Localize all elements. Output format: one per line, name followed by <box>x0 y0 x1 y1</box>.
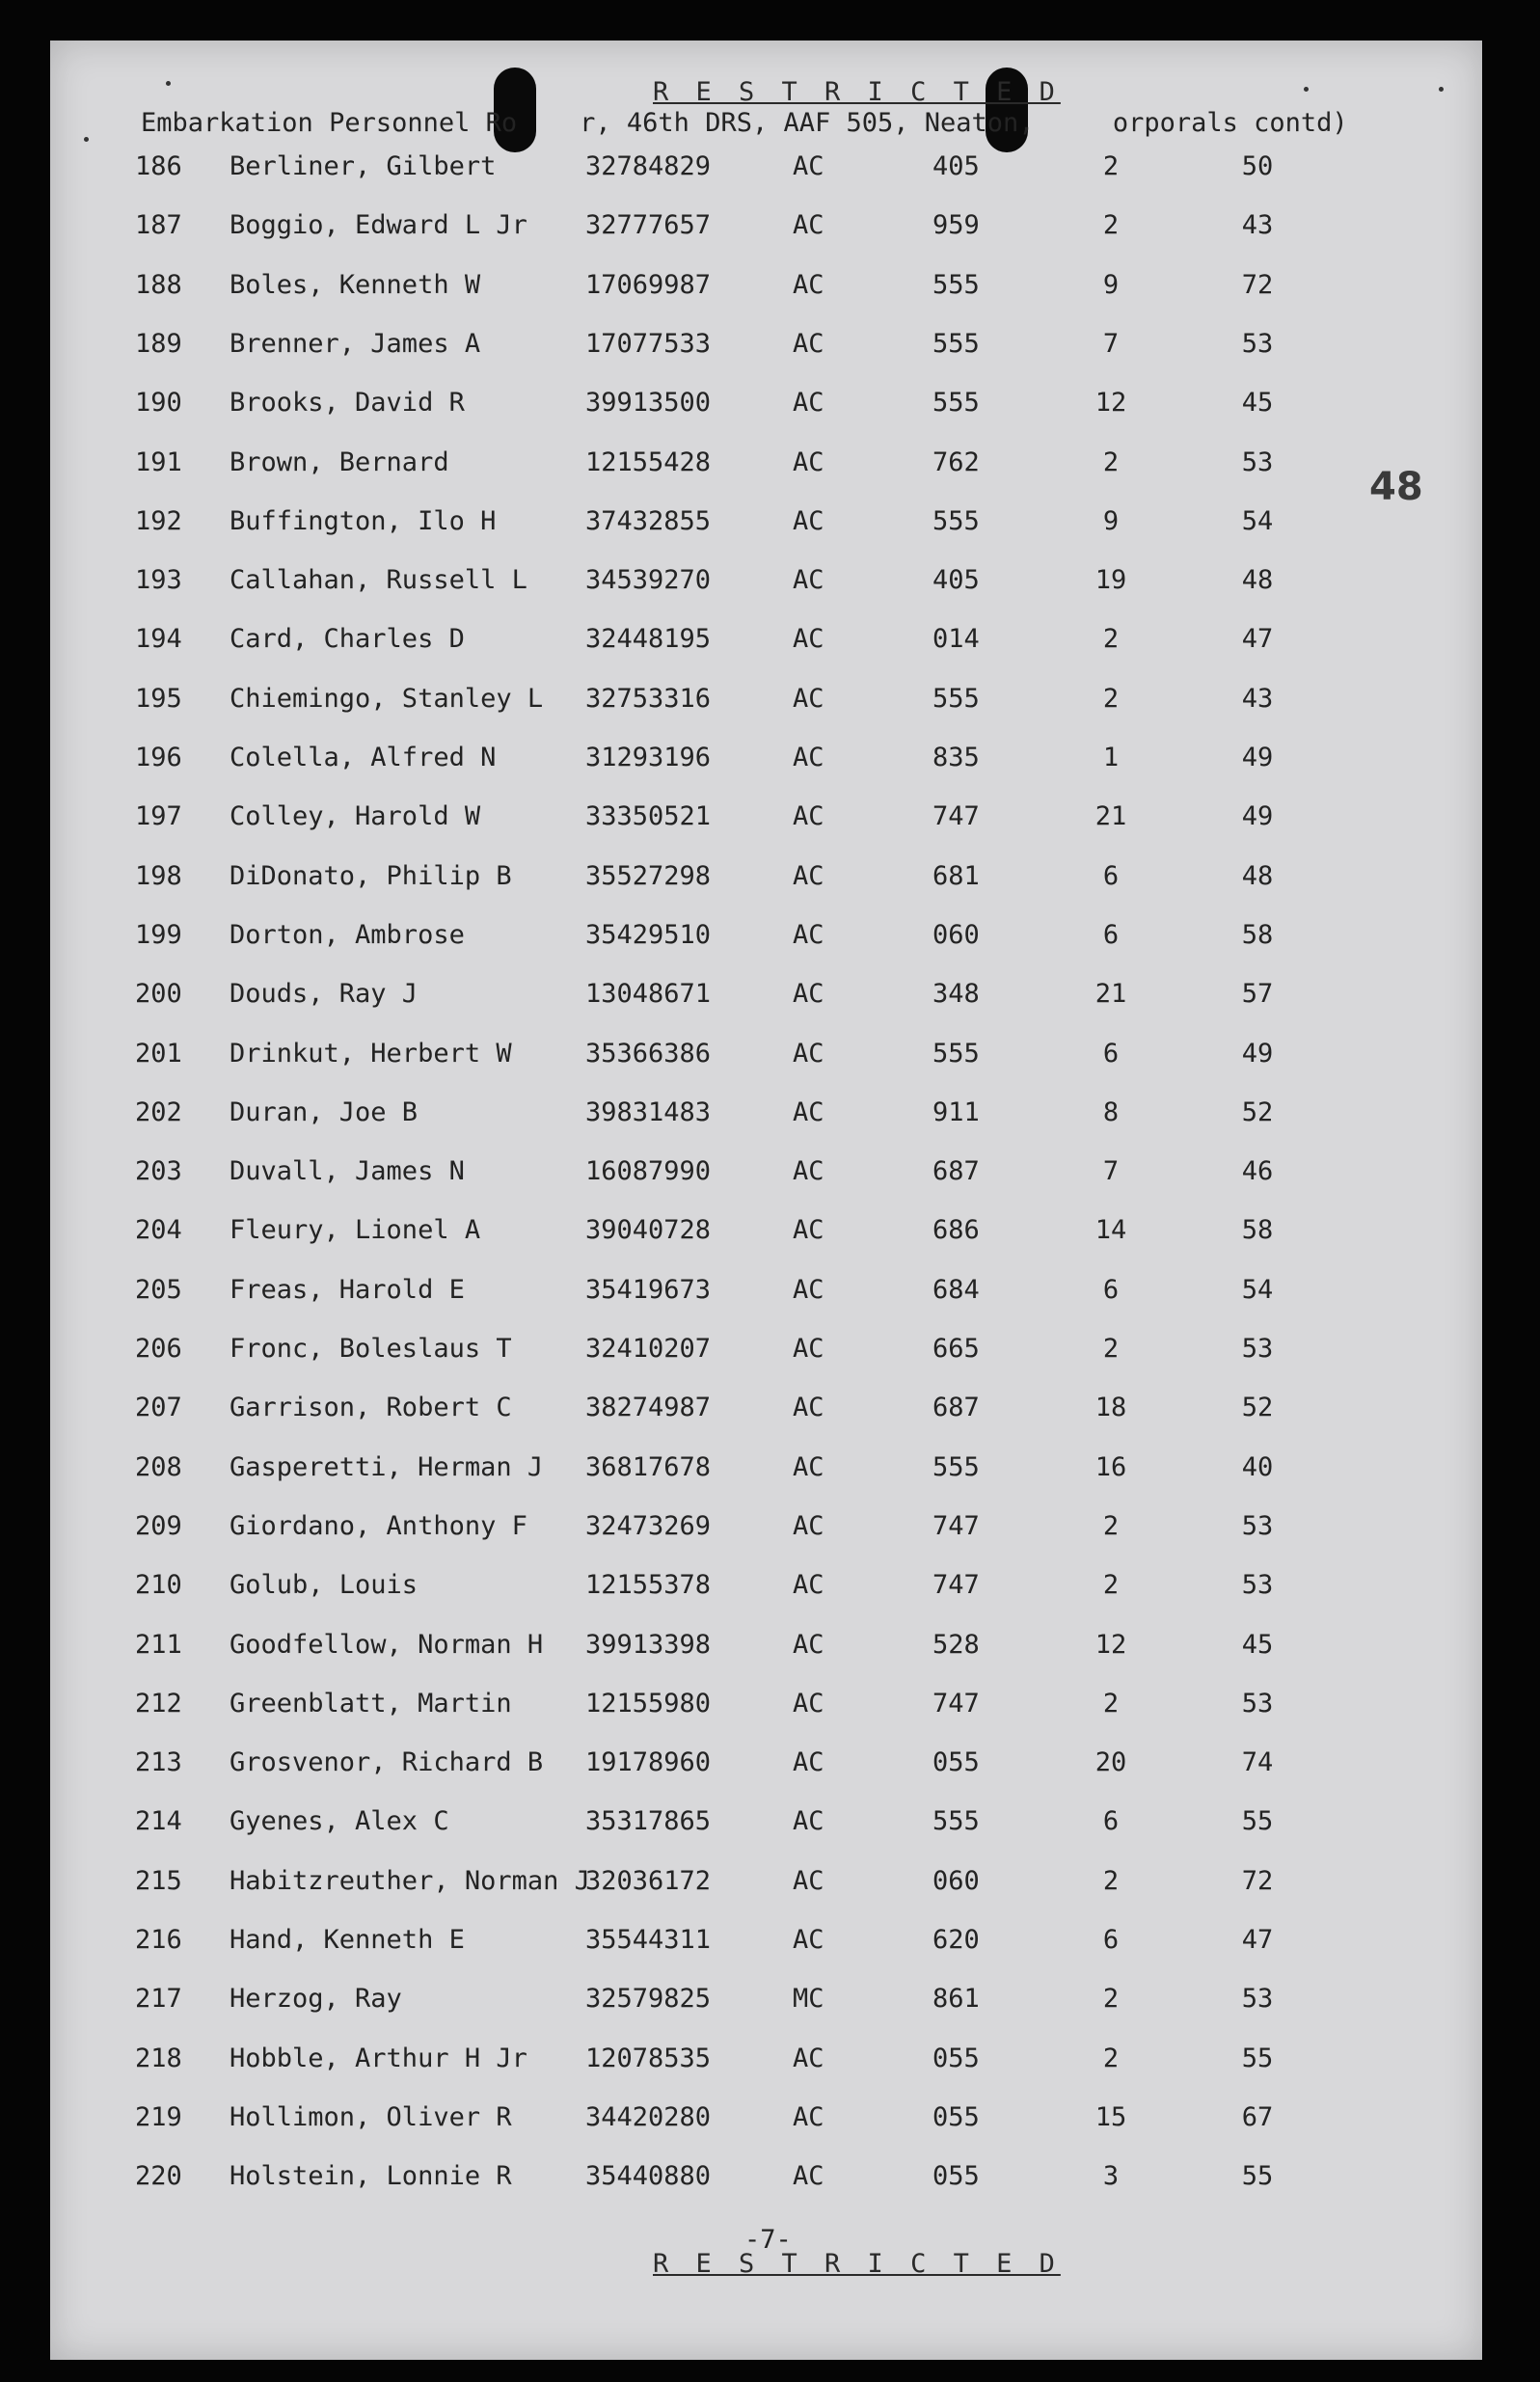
row-value-a: 2 <box>1102 1688 1120 1719</box>
row-branch: AC <box>793 1925 824 1955</box>
row-number: 193 <box>135 565 182 596</box>
row-serial-number: 32579825 <box>585 1984 712 2015</box>
table-row <box>50 2161 1482 2200</box>
row-name: Gasperetti, Herman J <box>230 1451 544 1482</box>
row-mos-code: 405 <box>932 151 980 181</box>
row-number: 212 <box>135 1688 182 1719</box>
row-value-a: 14 <box>1094 1215 1127 1246</box>
row-number: 214 <box>135 1806 182 1837</box>
paper-speck <box>1439 87 1444 92</box>
row-serial-number: 39913500 <box>585 388 712 419</box>
row-value-b: 53 <box>1241 1510 1274 1541</box>
table-row <box>50 1689 1482 1727</box>
row-serial-number: 35544311 <box>585 1925 712 1955</box>
row-branch: AC <box>793 919 824 950</box>
row-value-b: 43 <box>1241 683 1274 714</box>
table-row <box>50 1511 1482 1550</box>
row-value-b: 72 <box>1241 269 1274 300</box>
row-value-a: 16 <box>1094 1451 1127 1482</box>
table-row <box>50 270 1482 309</box>
row-name: Holstein, Lonnie R <box>230 2161 512 2192</box>
row-value-b: 53 <box>1241 447 1274 477</box>
row-number: 220 <box>135 2161 182 2192</box>
row-serial-number: 34539270 <box>585 565 712 596</box>
row-number: 186 <box>135 151 182 181</box>
row-name: Fronc, Boleslaus T <box>230 1334 512 1364</box>
row-name: Dorton, Ambrose <box>230 919 465 950</box>
row-value-b: 74 <box>1241 1747 1274 1778</box>
row-value-b: 48 <box>1241 860 1274 891</box>
row-value-a: 9 <box>1102 269 1120 300</box>
table-row <box>50 151 1482 190</box>
row-serial-number: 39831483 <box>585 1096 712 1127</box>
row-mos-code: 681 <box>932 860 980 891</box>
row-number: 206 <box>135 1334 182 1364</box>
row-serial-number: 35440880 <box>585 2161 712 2192</box>
row-name: Freas, Harold E <box>230 1274 465 1305</box>
row-name: Fleury, Lionel A <box>230 1215 481 1246</box>
table-row <box>50 743 1482 781</box>
row-name: Habitzreuther, Norman J <box>230 1865 590 1896</box>
row-branch: AC <box>793 328 824 359</box>
row-mos-code: 620 <box>932 1925 980 1955</box>
row-value-a: 2 <box>1102 624 1120 655</box>
row-value-a: 2 <box>1102 1334 1120 1364</box>
row-name: Duvall, James N <box>230 1156 465 1187</box>
row-value-a: 3 <box>1102 2161 1120 2192</box>
row-mos-code: 555 <box>932 1038 980 1069</box>
row-serial-number: 35419673 <box>585 1274 712 1305</box>
row-mos-code: 060 <box>932 919 980 950</box>
row-mos-code: 055 <box>932 1747 980 1778</box>
row-number: 196 <box>135 743 182 772</box>
row-name: Grosvenor, Richard B <box>230 1747 544 1778</box>
row-value-a: 2 <box>1102 1570 1120 1601</box>
footer-restricted-stamp: R E S T R I C T E D <box>653 2249 1061 2279</box>
row-name: Boggio, Edward L Jr <box>230 210 527 241</box>
row-branch: AC <box>793 1806 824 1837</box>
row-value-a: 2 <box>1102 683 1120 714</box>
row-serial-number: 32753316 <box>585 683 712 714</box>
row-mos-code: 747 <box>932 1688 980 1719</box>
row-number: 210 <box>135 1570 182 1601</box>
row-value-b: 52 <box>1241 1393 1274 1423</box>
row-mos-code: 555 <box>932 683 980 714</box>
row-value-b: 57 <box>1241 979 1274 1010</box>
row-name: Greenblatt, Martin <box>230 1688 512 1719</box>
table-row <box>50 447 1482 486</box>
row-name: Drinkut, Herbert W <box>230 1038 512 1069</box>
row-serial-number: 12155428 <box>585 447 712 477</box>
row-name: Golub, Louis <box>230 1570 419 1601</box>
row-serial-number: 39040728 <box>585 1215 712 1246</box>
table-row <box>50 920 1482 959</box>
row-number: 191 <box>135 447 182 477</box>
row-value-b: 67 <box>1241 2101 1274 2132</box>
row-value-b: 72 <box>1241 1865 1274 1896</box>
row-value-b: 45 <box>1241 1629 1274 1660</box>
paper-speck <box>166 81 171 86</box>
row-mos-code: 911 <box>932 1096 980 1127</box>
row-mos-code: 555 <box>932 1451 980 1482</box>
row-value-a: 7 <box>1102 328 1120 359</box>
row-serial-number: 32777657 <box>585 210 712 241</box>
row-branch: AC <box>793 1688 824 1719</box>
row-value-a: 6 <box>1102 1925 1120 1955</box>
table-row <box>50 2102 1482 2141</box>
row-serial-number: 35429510 <box>585 919 712 950</box>
row-mos-code: 686 <box>932 1215 980 1246</box>
table-row <box>50 388 1482 426</box>
row-branch: AC <box>793 2101 824 2132</box>
row-branch: AC <box>793 624 824 655</box>
row-number: 209 <box>135 1510 182 1541</box>
row-branch: AC <box>793 388 824 419</box>
row-serial-number: 13048671 <box>585 979 712 1010</box>
roster-title: Embarkation Personnel Ro r, 46th DRS, AAF 505, Neaton, orporals contd) <box>141 108 1348 138</box>
row-name: Douds, Ray J <box>230 979 419 1010</box>
table-row <box>50 861 1482 900</box>
row-serial-number: 35527298 <box>585 860 712 891</box>
table-row <box>50 1097 1482 1136</box>
row-branch: AC <box>793 979 824 1010</box>
row-serial-number: 32410207 <box>585 1334 712 1364</box>
row-value-a: 2 <box>1102 210 1120 241</box>
row-branch: AC <box>793 1570 824 1601</box>
row-value-b: 55 <box>1241 2043 1274 2073</box>
row-number: 195 <box>135 683 182 714</box>
row-branch: AC <box>793 1451 824 1482</box>
row-value-a: 6 <box>1102 1274 1120 1305</box>
row-value-b: 49 <box>1241 1038 1274 1069</box>
row-serial-number: 12078535 <box>585 2043 712 2073</box>
table-row <box>50 2044 1482 2082</box>
table-row <box>50 1275 1482 1313</box>
row-mos-code: 687 <box>932 1393 980 1423</box>
row-name: DiDonato, Philip B <box>230 860 512 891</box>
row-branch: AC <box>793 2161 824 2192</box>
row-value-b: 53 <box>1241 1688 1274 1719</box>
paper-speck <box>84 137 89 142</box>
row-branch: AC <box>793 1393 824 1423</box>
table-row <box>50 1334 1482 1372</box>
row-branch: AC <box>793 743 824 772</box>
row-mos-code: 555 <box>932 1806 980 1837</box>
row-branch: AC <box>793 447 824 477</box>
row-number: 208 <box>135 1451 182 1482</box>
table-row <box>50 1452 1482 1491</box>
row-serial-number: 17069987 <box>585 269 712 300</box>
row-branch: AC <box>793 210 824 241</box>
table-row <box>50 684 1482 722</box>
row-value-a: 9 <box>1102 505 1120 536</box>
row-serial-number: 34420280 <box>585 2101 712 2132</box>
row-branch: AC <box>793 1865 824 1896</box>
row-number: 192 <box>135 505 182 536</box>
row-branch: AC <box>793 269 824 300</box>
row-value-b: 54 <box>1241 505 1274 536</box>
row-value-a: 15 <box>1094 2101 1127 2132</box>
row-value-a: 2 <box>1102 1984 1120 2015</box>
row-mos-code: 014 <box>932 624 980 655</box>
row-serial-number: 12155980 <box>585 1688 712 1719</box>
row-branch: AC <box>793 2043 824 2073</box>
row-number: 189 <box>135 328 182 359</box>
row-value-b: 55 <box>1241 2161 1274 2192</box>
row-value-a: 6 <box>1102 1806 1120 1837</box>
row-number: 201 <box>135 1038 182 1069</box>
row-value-b: 53 <box>1241 1334 1274 1364</box>
row-name: Hollimon, Oliver R <box>230 2101 512 2132</box>
table-row <box>50 1039 1482 1077</box>
row-mos-code: 959 <box>932 210 980 241</box>
row-value-b: 45 <box>1241 388 1274 419</box>
row-serial-number: 36817678 <box>585 1451 712 1482</box>
row-mos-code: 055 <box>932 2043 980 2073</box>
table-row <box>50 1570 1482 1609</box>
row-value-a: 19 <box>1094 565 1127 596</box>
row-number: 190 <box>135 388 182 419</box>
row-number: 187 <box>135 210 182 241</box>
row-number: 197 <box>135 801 182 832</box>
row-branch: AC <box>793 1215 824 1246</box>
row-number: 219 <box>135 2101 182 2132</box>
row-serial-number: 35317865 <box>585 1806 712 1837</box>
row-value-b: 49 <box>1241 743 1274 772</box>
row-number: 205 <box>135 1274 182 1305</box>
row-name: Callahan, Russell L <box>230 565 527 596</box>
table-row <box>50 801 1482 840</box>
row-serial-number: 19178960 <box>585 1747 712 1778</box>
row-name: Duran, Joe B <box>230 1096 419 1127</box>
row-branch: AC <box>793 1274 824 1305</box>
row-serial-number: 32448195 <box>585 624 712 655</box>
row-value-a: 20 <box>1094 1747 1127 1778</box>
row-value-b: 50 <box>1241 151 1274 181</box>
row-serial-number: 32784829 <box>585 151 712 181</box>
row-value-a: 12 <box>1094 1629 1127 1660</box>
row-number: 217 <box>135 1984 182 2015</box>
row-branch: AC <box>793 1334 824 1364</box>
row-number: 204 <box>135 1215 182 1246</box>
row-mos-code: 555 <box>932 269 980 300</box>
row-branch: AC <box>793 1096 824 1127</box>
row-name: Hobble, Arthur H Jr <box>230 2043 527 2073</box>
side-page-number: 48 <box>1369 465 1423 509</box>
row-name: Giordano, Anthony F <box>230 1510 527 1541</box>
row-name: Card, Charles D <box>230 624 465 655</box>
row-value-b: 58 <box>1241 1215 1274 1246</box>
table-row <box>50 1925 1482 1963</box>
row-number: 198 <box>135 860 182 891</box>
row-value-a: 21 <box>1094 979 1127 1010</box>
row-branch: AC <box>793 683 824 714</box>
row-value-a: 2 <box>1102 1510 1120 1541</box>
table-row <box>50 1806 1482 1845</box>
row-name: Hand, Kenneth E <box>230 1925 465 1955</box>
table-row <box>50 1156 1482 1195</box>
row-value-a: 8 <box>1102 1096 1120 1127</box>
row-name: Boles, Kenneth W <box>230 269 481 300</box>
row-branch: MC <box>793 1984 824 2015</box>
row-branch: AC <box>793 860 824 891</box>
row-number: 200 <box>135 979 182 1010</box>
row-number: 216 <box>135 1925 182 1955</box>
row-mos-code: 747 <box>932 1510 980 1541</box>
row-value-a: 6 <box>1102 860 1120 891</box>
row-name: Colella, Alfred N <box>230 743 497 772</box>
row-mos-code: 762 <box>932 447 980 477</box>
row-value-a: 2 <box>1102 151 1120 181</box>
row-name: Buffington, Ilo H <box>230 505 497 536</box>
row-serial-number: 33350521 <box>585 801 712 832</box>
row-value-b: 53 <box>1241 1570 1274 1601</box>
row-value-a: 2 <box>1102 447 1120 477</box>
row-serial-number: 16087990 <box>585 1156 712 1187</box>
row-name: Brenner, James A <box>230 328 481 359</box>
row-branch: AC <box>793 1747 824 1778</box>
row-mos-code: 528 <box>932 1629 980 1660</box>
table-row <box>50 1215 1482 1254</box>
row-value-b: 52 <box>1241 1096 1274 1127</box>
row-number: 203 <box>135 1156 182 1187</box>
row-branch: AC <box>793 1038 824 1069</box>
row-mos-code: 861 <box>932 1984 980 2015</box>
row-number: 202 <box>135 1096 182 1127</box>
row-mos-code: 055 <box>932 2101 980 2132</box>
table-row <box>50 1630 1482 1668</box>
table-row <box>50 1393 1482 1431</box>
row-value-b: 54 <box>1241 1274 1274 1305</box>
row-mos-code: 060 <box>932 1865 980 1896</box>
row-serial-number: 32036172 <box>585 1865 712 1896</box>
table-row <box>50 979 1482 1017</box>
row-number: 215 <box>135 1865 182 1896</box>
row-mos-code: 555 <box>932 328 980 359</box>
row-name: Gyenes, Alex C <box>230 1806 449 1837</box>
row-number: 213 <box>135 1747 182 1778</box>
table-row <box>50 506 1482 545</box>
page-number: -7- <box>744 2225 792 2255</box>
row-value-a: 7 <box>1102 1156 1120 1187</box>
row-serial-number: 32473269 <box>585 1510 712 1541</box>
table-row <box>50 565 1482 604</box>
header-restricted-stamp: R E S T R I C T E D <box>653 77 1061 107</box>
row-number: 188 <box>135 269 182 300</box>
table-row <box>50 1866 1482 1905</box>
row-mos-code: 555 <box>932 388 980 419</box>
row-value-b: 40 <box>1241 1451 1274 1482</box>
row-value-a: 18 <box>1094 1393 1127 1423</box>
row-name: Colley, Harold W <box>230 801 481 832</box>
row-mos-code: 684 <box>932 1274 980 1305</box>
row-value-b: 47 <box>1241 624 1274 655</box>
row-value-b: 49 <box>1241 801 1274 832</box>
row-number: 199 <box>135 919 182 950</box>
row-number: 194 <box>135 624 182 655</box>
row-branch: AC <box>793 151 824 181</box>
paper-speck <box>1304 87 1309 92</box>
row-mos-code: 405 <box>932 565 980 596</box>
row-name: Chiemingo, Stanley L <box>230 683 544 714</box>
row-number: 218 <box>135 2043 182 2073</box>
row-serial-number: 35366386 <box>585 1038 712 1069</box>
row-mos-code: 665 <box>932 1334 980 1364</box>
row-branch: AC <box>793 801 824 832</box>
row-value-b: 46 <box>1241 1156 1274 1187</box>
row-value-b: 48 <box>1241 565 1274 596</box>
row-branch: AC <box>793 1156 824 1187</box>
row-value-a: 1 <box>1102 743 1120 772</box>
row-mos-code: 747 <box>932 801 980 832</box>
row-value-a: 21 <box>1094 801 1127 832</box>
row-value-b: 55 <box>1241 1806 1274 1837</box>
row-value-a: 6 <box>1102 919 1120 950</box>
row-name: Goodfellow, Norman H <box>230 1629 544 1660</box>
row-mos-code: 055 <box>932 2161 980 2192</box>
row-serial-number: 37432855 <box>585 505 712 536</box>
table-row <box>50 624 1482 663</box>
row-branch: AC <box>793 565 824 596</box>
row-serial-number: 12155378 <box>585 1570 712 1601</box>
row-value-a: 12 <box>1094 388 1127 419</box>
row-serial-number: 17077533 <box>585 328 712 359</box>
row-serial-number: 38274987 <box>585 1393 712 1423</box>
row-value-b: 43 <box>1241 210 1274 241</box>
table-row <box>50 1747 1482 1786</box>
row-number: 211 <box>135 1629 182 1660</box>
row-branch: AC <box>793 1629 824 1660</box>
row-serial-number: 39913398 <box>585 1629 712 1660</box>
row-value-b: 53 <box>1241 328 1274 359</box>
row-serial-number: 31293196 <box>585 743 712 772</box>
row-branch: AC <box>793 505 824 536</box>
row-name: Herzog, Ray <box>230 1984 402 2015</box>
row-value-b: 53 <box>1241 1984 1274 2015</box>
row-name: Berliner, Gilbert <box>230 151 497 181</box>
row-value-a: 6 <box>1102 1038 1120 1069</box>
row-mos-code: 835 <box>932 743 980 772</box>
row-number: 207 <box>135 1393 182 1423</box>
row-mos-code: 747 <box>932 1570 980 1601</box>
row-mos-code: 348 <box>932 979 980 1010</box>
table-row <box>50 329 1482 367</box>
table-row <box>50 210 1482 249</box>
row-mos-code: 555 <box>932 505 980 536</box>
row-name: Brown, Bernard <box>230 447 449 477</box>
table-row <box>50 1984 1482 2022</box>
row-name: Garrison, Robert C <box>230 1393 512 1423</box>
document-page <box>50 41 1482 2360</box>
row-branch: AC <box>793 1510 824 1541</box>
row-value-a: 2 <box>1102 2043 1120 2073</box>
row-value-b: 47 <box>1241 1925 1274 1955</box>
row-mos-code: 687 <box>932 1156 980 1187</box>
row-value-a: 2 <box>1102 1865 1120 1896</box>
row-value-b: 58 <box>1241 919 1274 950</box>
row-name: Brooks, David R <box>230 388 465 419</box>
